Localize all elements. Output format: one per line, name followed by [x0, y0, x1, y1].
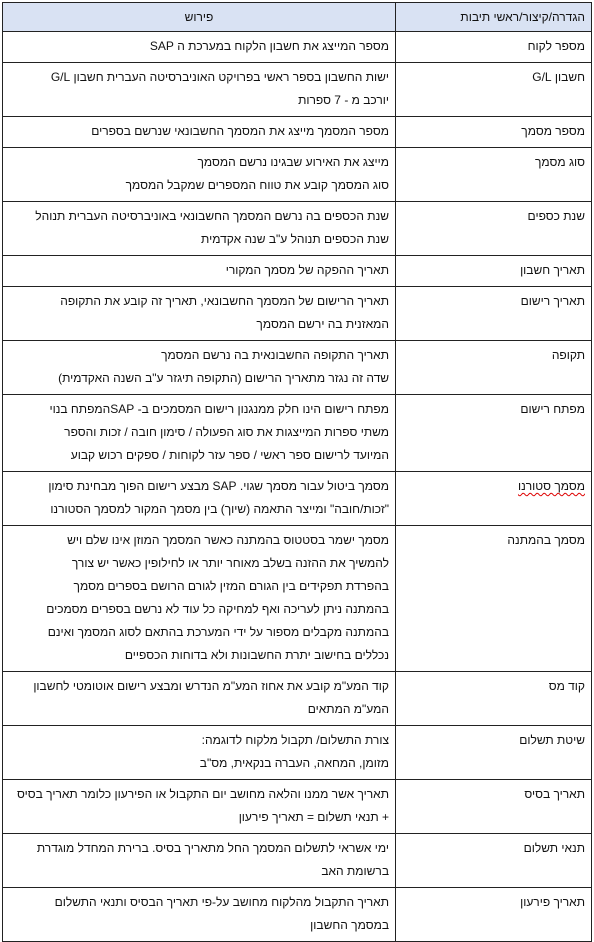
term-label: חשבון G/L — [532, 70, 585, 84]
explanation-line: ברשומת האב — [321, 864, 389, 878]
term-cell — [396, 287, 592, 341]
explanation-cell — [3, 780, 396, 834]
explanation-line: שדה זה נגזר מתאריך הרישום (התקופה תיגזר ע"ב השנה האקדמית) — [58, 371, 389, 385]
explanation-line: צורת התשלום/ תקבול מלקוח לדוגמה: — [201, 733, 389, 747]
table-row — [3, 472, 592, 526]
term-label: שנת כספים — [527, 209, 585, 223]
term-cell — [396, 472, 592, 526]
explanation-line: מזומן, המחאה, העברה בנקאית, מס"ב — [199, 756, 389, 770]
explanation-line: במסמך החשבון — [310, 918, 389, 932]
explanation-line: נכללים בחישוב יתרת החשבונות ולא בדוחות הכספיים — [124, 648, 389, 662]
explanation-line: המאזנית בה ירשם המסמך — [256, 317, 389, 331]
explanation-line: המיועד לרישום ספר ראשי / ספר עזר לקוחות / ספקים רכוש קבוע — [70, 448, 389, 462]
term-cell — [396, 202, 592, 256]
explanation-cell — [3, 672, 396, 726]
term-cell — [396, 148, 592, 202]
explanation-line: מסמך ביטול עבור מסמך שגוי. SAP מבצע רישום הפוך מבחינת סימון — [48, 479, 389, 493]
explanation-line: סוג המסמך קובע את טווח המספרים שמקבל המסמך — [125, 178, 389, 192]
explanation-cell — [3, 287, 396, 341]
term-label: מסמך בהמתנה — [507, 533, 585, 547]
table-row — [3, 526, 592, 672]
term-cell — [396, 256, 592, 287]
table-row — [3, 672, 592, 726]
explanation-cell — [3, 526, 396, 672]
term-label: תאריך פירעון — [520, 895, 585, 909]
table-row — [3, 256, 592, 287]
table-row — [3, 202, 592, 256]
term-cell — [396, 780, 592, 834]
explanation-line: מסמך ישמר בסטטוס בהמתנה כאשר המסמך המוזן אינו שלם ויש — [67, 533, 389, 547]
term-label: תקופה — [551, 348, 585, 362]
term-label: מספר לקוח — [527, 39, 585, 53]
table-row — [3, 888, 592, 942]
explanation-line: תאריך התקופה החשבונאית בה נרשם המסמך — [161, 348, 389, 362]
explanation-line: בהפרדת תפקידים בין הגורם המזין לגורם הרושם בספרים מסמך — [73, 579, 389, 593]
explanation-line: + תנאי תשלום = תאריך פירעון — [238, 810, 389, 824]
table-row — [3, 117, 592, 148]
explanation-line: להמשיך את ההזנה בשלב מאוחר יותר או לחילופין כאשר יש צורך — [71, 556, 389, 570]
table-row — [3, 341, 592, 395]
explanation-line: ישות החשבון בספר ראשי בפרויקט האוניברסיטה העברית חשבון G/L — [50, 70, 389, 84]
explanation-line: תאריך ההפקה של מסמך המקורי — [225, 263, 389, 277]
explanation-cell — [3, 148, 396, 202]
explanation-cell — [3, 32, 396, 63]
explanation-line: יורכב מ - 7 ספרות — [298, 93, 389, 107]
term-label: תאריך חשבון — [520, 263, 585, 277]
explanation-line: תאריך הרישום של המסמך החשבונאי, תאריך זה קובע את התקופה — [60, 294, 389, 308]
term-label: שיטת תשלום — [519, 733, 585, 747]
explanation-line: משתי ספרות המייצגות את סוג הפעולה / סימון חובה / זכות והספר — [64, 425, 389, 439]
term-cell — [396, 32, 592, 63]
header-explanation: פירוש — [3, 3, 396, 32]
term-label: תאריך רישום — [520, 294, 585, 308]
explanation-cell — [3, 726, 396, 780]
term-cell — [396, 395, 592, 472]
table-row — [3, 834, 592, 888]
explanation-line: תאריך אשר ממנו והלאה מחושב יום התקבול או הפירעון כלומר תאריך בסיס — [17, 787, 389, 801]
explanation-cell — [3, 341, 396, 395]
table-header-row — [3, 3, 592, 32]
glossary-table — [2, 2, 592, 942]
explanation-line: בהמתנה מקבלים מספור על ידי המערכת בהתאם לסוג המסמך ואינם — [47, 625, 389, 639]
table-row — [3, 287, 592, 341]
explanation-cell — [3, 395, 396, 472]
table-row — [3, 63, 592, 117]
term-cell — [396, 526, 592, 672]
explanation-line: קוד המע"מ קובע את אחוז המע"מ הנדרש ומבצע רישום אוטומטי לחשבון — [33, 679, 389, 693]
term-cell — [396, 672, 592, 726]
term-label: מספר מסמך — [521, 124, 585, 138]
term-cell — [396, 888, 592, 942]
explanation-line: מספר המייצג את חשבון הלקוח במערכת ה SAP — [149, 39, 389, 53]
header-term: הגדרה/קיצור/ראשי תיבות — [396, 3, 592, 32]
term-label: תנאי תשלום — [523, 841, 585, 855]
explanation-line: בהמתנה ניתן לעריכה ואף למחיקה כל עוד לא נרשם בספרים מסמכים — [46, 602, 389, 616]
explanation-cell — [3, 256, 396, 287]
table-row — [3, 395, 592, 472]
term-label: סוג מסמך — [534, 155, 585, 169]
explanation-cell — [3, 117, 396, 148]
term-cell — [396, 834, 592, 888]
explanation-line: מספר המסמך מייצג את המסמך החשבונאי שנרשם בספרים — [91, 124, 389, 138]
term-label: מסמך סטורנו — [517, 479, 585, 493]
table-row — [3, 32, 592, 63]
explanation-line: תאריך התקבול מהלקוח מחושב על-פי תאריך הבסיס ותנאי התשלום — [54, 895, 389, 909]
term-cell — [396, 341, 592, 395]
explanation-line: "זכות/חובה" ומייצר התאמה (שיוך) בין מסמך המקור למסמך הסטורנו — [50, 502, 389, 516]
table-row — [3, 780, 592, 834]
term-label: מפתח רישום — [520, 402, 585, 416]
term-cell — [396, 117, 592, 148]
table-row — [3, 726, 592, 780]
term-label: קוד מס — [548, 679, 585, 693]
term-cell — [396, 63, 592, 117]
explanation-line: שנת הכספים תנוהל ע"ב שנה אקדמית — [201, 232, 389, 246]
explanation-cell — [3, 202, 396, 256]
term-label: תאריך בסיס — [524, 787, 585, 801]
explanation-cell — [3, 472, 396, 526]
explanation-cell — [3, 834, 396, 888]
explanation-line: ימי אשראי לתשלום המסמך החל מתאריך בסיס. ברירת המחדל מוגדרת — [36, 841, 389, 855]
explanation-cell — [3, 888, 396, 942]
explanation-cell — [3, 63, 396, 117]
explanation-line: המע"מ המתאים — [307, 702, 389, 716]
term-cell — [396, 726, 592, 780]
explanation-line: מפתח רישום הינו חלק ממנגנון רישום המסמכים ב- SAPהמפתח בנוי — [49, 402, 389, 416]
explanation-line: שנת הכספים בה נרשם המסמך החשבונאי באוניברסיטה העברית תנוהל — [35, 209, 389, 223]
explanation-line: מייצג את האירוע שבגינו נרשם המסמך — [197, 155, 389, 169]
table-row — [3, 148, 592, 202]
